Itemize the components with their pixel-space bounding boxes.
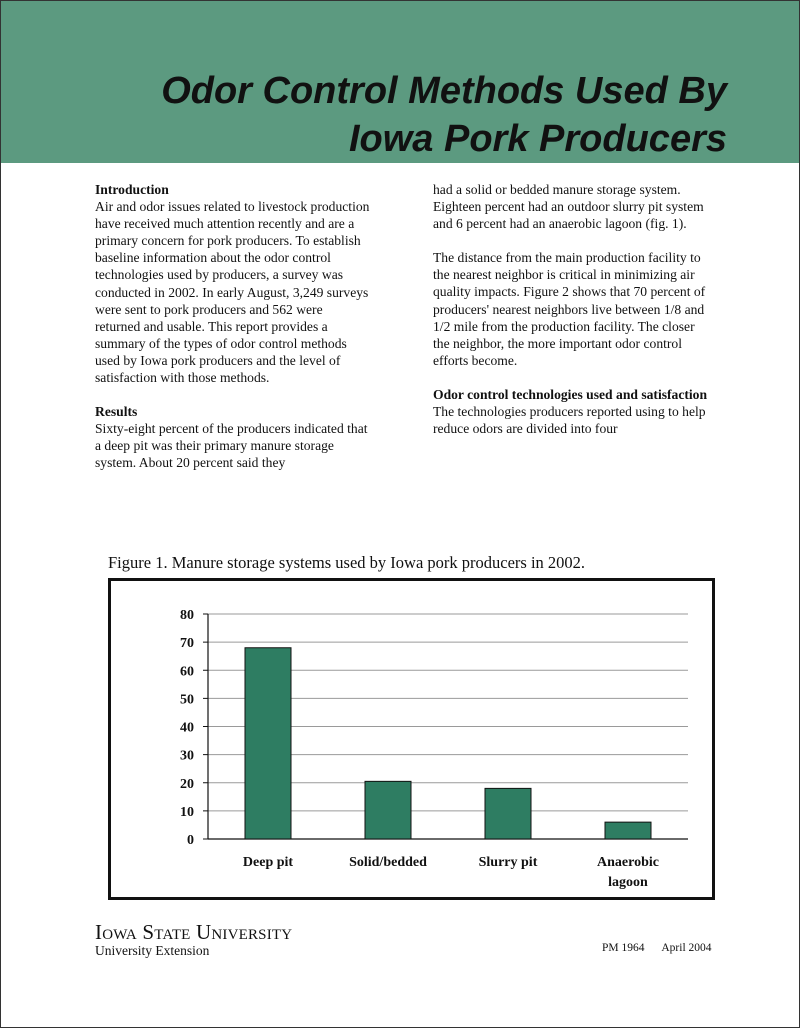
- publication-number: PM 1964: [602, 942, 645, 954]
- bar: [365, 781, 411, 839]
- results-heading: Results: [95, 404, 138, 420]
- publication-date: April 2004: [661, 942, 712, 954]
- left-column: [95, 181, 370, 472]
- intro-heading: Introduction: [95, 182, 169, 197]
- bar: [605, 822, 651, 839]
- title-line-2: Iowa Pork Producers: [348, 118, 727, 160]
- y-tick-label: 0: [187, 833, 194, 848]
- right-column: [433, 181, 708, 437]
- x-category-label: Deep pit: [242, 855, 294, 870]
- technologies-paragraph: The technologies producers reported using to help reduce odors are divided into four: [433, 404, 706, 437]
- title-banner: [1, 1, 799, 163]
- results-paragraph: Sixty-eight percent of the producers indicated that a deep pit was their primary manure storage system. About 20 percent said they: [95, 421, 368, 471]
- publication-info: [602, 942, 712, 954]
- x-category-label: lagoon: [608, 875, 648, 890]
- x-category-label: Solid/bedded: [349, 855, 427, 870]
- y-tick-label: 10: [180, 804, 194, 820]
- page-title: [161, 67, 727, 163]
- y-tick-label: 80: [180, 608, 194, 623]
- bar: [485, 788, 531, 839]
- y-tick-label: 20: [180, 776, 194, 792]
- bar: [245, 648, 291, 839]
- bar-chart: [111, 581, 712, 897]
- university-wordmark: Iowa State University: [95, 920, 293, 944]
- x-category-label: Slurry pit: [478, 855, 538, 870]
- y-tick-label: 40: [180, 720, 194, 736]
- y-tick-label: 60: [180, 664, 194, 680]
- university-extension: University Extension: [95, 943, 210, 958]
- intro-paragraph: Air and odor issues related to livestock production have received much attention recently and are a primary concern for pork producers. To establish baseline information about the odor control technologies used by producers, a survey was conducted in 2002. In early August, 3,249 surveys were sent to pork producers and 562 were returned and usable. This report provides a summary of the types of odor control methods used by Iowa pork producers and the level of satisfaction with those methods.: [95, 199, 370, 386]
- y-tick-label: 50: [180, 692, 194, 708]
- x-category-label: Anaerobic: [597, 855, 659, 870]
- technologies-heading: Odor control technologies used and satisfaction: [433, 386, 708, 402]
- figure-caption: Figure 1. Manure storage systems used by Iowa pork producers in 2002.: [108, 553, 586, 572]
- title-line-1: Odor Control Methods Used By: [161, 70, 727, 112]
- storage-paragraph: had a solid or bedded manure storage system. Eighteen percent had an outdoor slurry pit system and 6 percent had an anaerobic lagoon (fig. 1).: [433, 182, 704, 232]
- neighbor-paragraph: The distance from the main production facility to the nearest neighbor is critical in minimizing air quality impacts. Figure 2 shows that 70 percent of producers' nearest neighbors live between 1/8 and 1/2 mile from the production facility. The closer the neighbor, the more important odor control efforts become.: [433, 250, 706, 368]
- y-tick-label: 70: [180, 636, 194, 652]
- chart-frame: [108, 578, 715, 900]
- y-tick-label: 30: [180, 748, 194, 764]
